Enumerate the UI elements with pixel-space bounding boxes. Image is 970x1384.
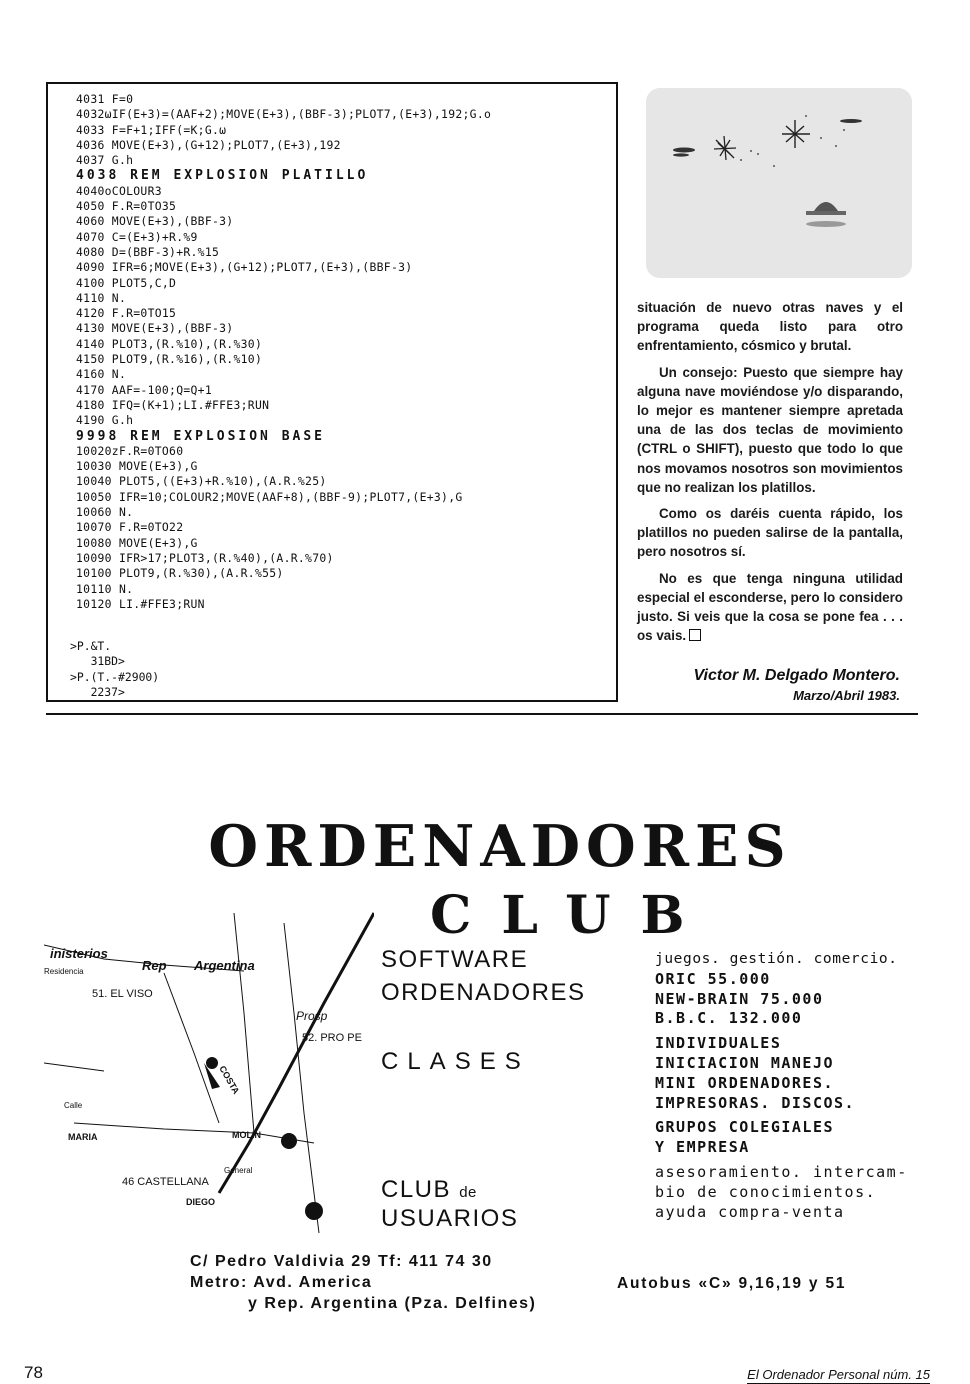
ad-title: ORDENADORES — [208, 813, 792, 880]
service-software: SOFTWARE — [381, 946, 529, 973]
ad-address-metro-2: y Rep. Argentina (Pza. Delfines) — [248, 1295, 537, 1312]
service-ordenadores: ORDENADORES — [381, 979, 586, 1006]
ad-info-line: NEW-BRAIN 75.000 — [655, 989, 824, 1008]
code-line: 4037 G.h — [76, 153, 134, 168]
code-line: 4090 IFR=6;MOVE(E+3),(G+12);PLOT7,(E+3),(BBF-3) — [76, 260, 413, 275]
article-paragraph: Como os daréis cuenta rápido, los platillos no pueden salirse de la pantalla, pero nosotros sí. — [637, 506, 903, 560]
publication-footer: El Ordenador Personal núm. 15 — [747, 1367, 930, 1382]
code-line: 10050 IFR=10;COLOUR2;MOVE(AAF+8),(BBF-9);PLOT7,(E+3),G — [76, 489, 463, 504]
ad-info-line: ORIC 55.000 — [655, 969, 771, 988]
article-paragraph: Un consejo: Puesto que siempre hay alguna nave moviéndose y/o disparando, lo mejor es mantener siempre apretada una de las dos teclas de movimiento (CTRL o SHIFT), puesto que todo lo que nos movamos nosotros son movimientos que no realizan los platillos. — [637, 364, 903, 495]
map-label-el-viso: 51. EL VISO — [92, 988, 153, 1000]
author-block — [693, 665, 900, 705]
ad-bus-info: Autobus «C» 9,16,19 y 51 — [617, 1275, 847, 1292]
code-line: 10070 F.R=0TO22 — [76, 520, 184, 535]
game-screen-illustration — [646, 88, 912, 278]
code-line: 10120 LI.#FFE3;RUN — [76, 596, 205, 611]
section-divider — [46, 713, 918, 715]
article-paragraph-text: No es que tenga ninguna utilidad especial el esconderse, pero lo considero justo. Si veis que la cosa se pone fea . . . os vais. — [637, 570, 903, 644]
code-line: 4180 IFQ=(K+1);LI.#FFE3;RUN — [76, 397, 270, 412]
author-date: Marzo/Abril 1983. — [793, 688, 900, 703]
code-line: 4140 PLOT3,(R.%10),(R.%30) — [76, 336, 263, 351]
code-output-line: 2237> — [70, 684, 125, 699]
code-line: 10060 N. — [76, 505, 134, 520]
ad-club: CLUB — [430, 885, 715, 946]
map-label-prosperidad: Prosp — [296, 1009, 328, 1023]
code-line: 4150 PLOT9,(R.%16),(R.%10) — [76, 352, 263, 367]
ad-info-line: INICIACION MANEJO — [655, 1053, 835, 1072]
code-line: 4060 MOVE(E+3),(BBF-3) — [76, 214, 234, 229]
map-label-rep: Rep — [142, 958, 167, 973]
code-line: 4050 F.R=0TO35 — [76, 199, 177, 214]
code-line: 4040oCOLOUR3 — [76, 183, 162, 198]
code-line: 4190 G.h — [76, 413, 134, 428]
map-label-residencia: Residencia — [44, 967, 84, 976]
code-line: 10090 IFR>17;PLOT3,(R.%40),(A.R.%70) — [76, 550, 334, 565]
ad-info-line: asesoramiento. intercam- — [655, 1162, 908, 1181]
ad-info-line: INDIVIDUALES — [655, 1034, 782, 1053]
map-label-pf: 52. PRO PE — [302, 1032, 362, 1044]
article-text — [637, 298, 903, 652]
code-output-line: >P.(T.-#2900) — [70, 669, 160, 684]
map-label-maria: MARIA — [68, 1132, 98, 1142]
ad-info-line: MINI ORDENADORES. — [655, 1073, 835, 1092]
map-illustration — [44, 893, 374, 1245]
code-line: 4110 N. — [76, 290, 127, 305]
code-line: 4070 C=(E+3)+R.%9 — [76, 229, 198, 244]
map-label-diego: DIEGO — [186, 1197, 216, 1207]
service-clases: CLASES — [381, 1048, 530, 1075]
code-line: 4120 F.R=0TO15 — [76, 306, 177, 321]
game-screen-photo — [646, 88, 912, 278]
page-number: 78 — [24, 1363, 43, 1382]
article-paragraph: situación de nuevo otras naves y el programa queda listo para otro enfrentamiento, cósmico y brutal. — [637, 300, 903, 354]
code-line: 4031 F=0 — [76, 92, 134, 106]
service-de-label: de — [459, 1184, 477, 1201]
code-line: 10040 PLOT5,((E+3)+R.%10),(A.R.%25) — [76, 474, 327, 489]
code-line: 4100 PLOT5,C,D — [76, 275, 177, 290]
ad-info-line: IMPRESORAS. DISCOS. — [655, 1093, 856, 1112]
code-line: 4170 AAF=-100;Q=Q+1 — [76, 382, 212, 397]
ad-address-street: C/ Pedro Valdivia 29 Tf: 411 74 30 — [190, 1253, 493, 1270]
metro-line — [219, 913, 374, 1193]
service-usuarios: USUARIOS — [381, 1205, 519, 1232]
ad-info-line: B.B.C. 132.000 — [655, 1009, 803, 1028]
author-name: Victor M. Delgado Montero. — [693, 667, 900, 684]
code-line: 4032ωIF(E+3)=(AAF+2);MOVE(E+3),(BBF-3);PLOT7,(E+3),192;G.o — [76, 107, 492, 122]
code-output-line: >P.&T. — [70, 639, 112, 653]
map-label-calle: Calle — [64, 1101, 83, 1110]
end-square-icon — [689, 629, 701, 641]
map-label-ministerios: inisterios — [50, 946, 108, 961]
ad-info-line: ayuda compra-venta — [655, 1202, 845, 1221]
code-output-line: 31BD> — [70, 654, 125, 669]
code-line: 4130 MOVE(E+3),(BBF-3) — [76, 321, 234, 336]
location-map — [44, 893, 374, 1245]
code-line: 4160 N. — [76, 367, 127, 382]
article-paragraph-last — [637, 569, 903, 646]
code-line: 10030 MOVE(E+3),G — [76, 459, 198, 474]
map-label-costa: COSTA — [217, 1064, 242, 1096]
ad-info-line: bio de conocimientos. — [655, 1182, 877, 1201]
code-line: 4033 F=F+1;IFF(=K;G.ω — [76, 122, 227, 137]
service-club-label: CLUB — [381, 1176, 452, 1203]
ad-info-line: GRUPOS COLEGIALES — [655, 1118, 835, 1137]
ad-info-list — [655, 950, 915, 1222]
code-line: 10080 MOVE(E+3),G — [76, 535, 198, 550]
code-line: 4036 MOVE(E+3),(G+12);PLOT7,(E+3),192 — [76, 137, 341, 152]
code-line: 10100 PLOT9,(R.%30),(A.R.%55) — [76, 566, 284, 581]
ad-address-metro: Metro: Avd. America — [190, 1274, 373, 1291]
code-listing — [76, 92, 606, 612]
code-line: 4080 D=(BBF-3)+R.%15 — [76, 244, 220, 259]
code-line: 9998 REM EXPLOSION BASE — [76, 428, 326, 444]
map-label-molina: MOLIN — [232, 1130, 261, 1140]
code-output — [70, 639, 159, 700]
code-line: 10110 N. — [76, 581, 134, 596]
ad-info-line: juegos. gestión. comercio. — [655, 951, 898, 967]
code-line: 4038 REM EXPLOSION PLATILLO — [76, 168, 369, 184]
map-label-argentina: Argentina — [194, 958, 255, 973]
map-label-general: General — [224, 1166, 253, 1175]
map-label-castellana: 46 CASTELLANA — [122, 1176, 209, 1188]
ad-info-line: Y EMPRESA — [655, 1138, 750, 1157]
code-line: 10020zF.R=0TO60 — [76, 443, 184, 458]
